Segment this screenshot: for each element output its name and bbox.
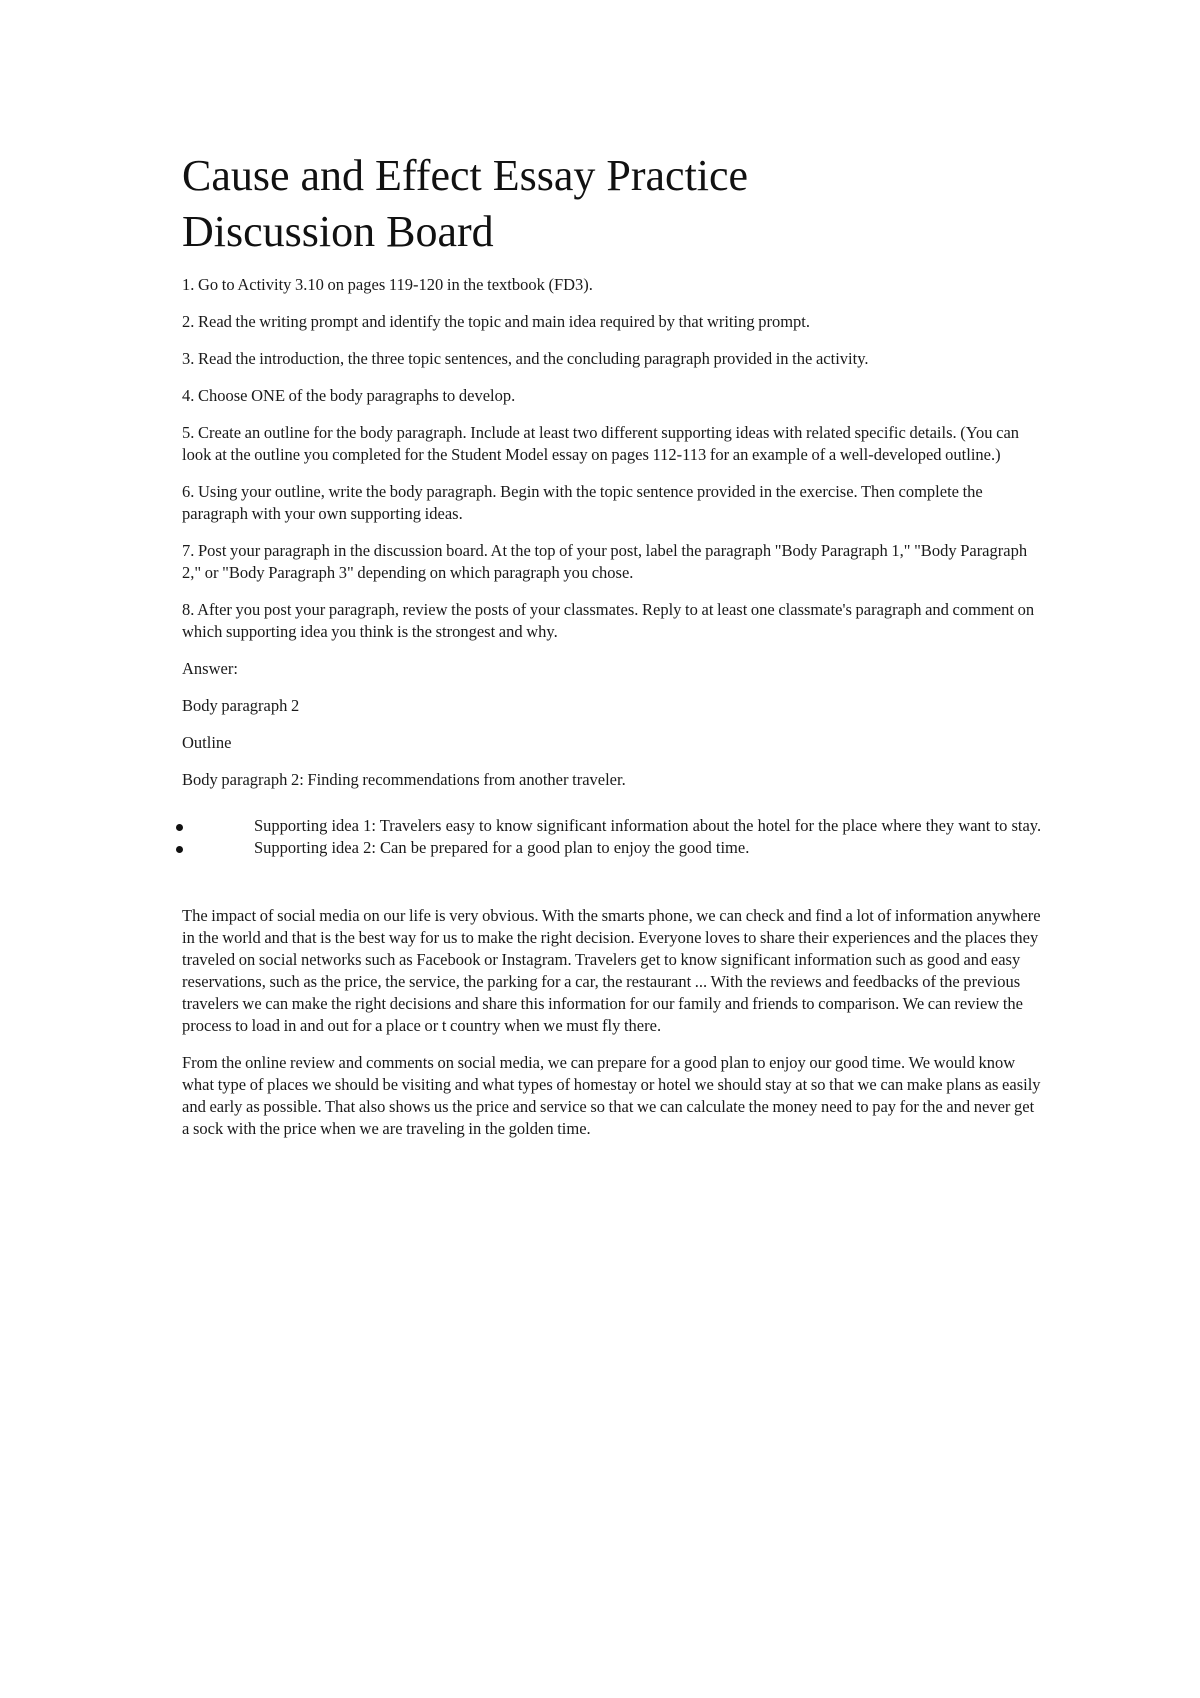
instruction-item: 4. Choose ONE of the body paragraphs to develop. [182,386,516,405]
essay-paragraph: From the online review and comments on social media, we can prepare for a good plan to enjoy our good time. We would know what type of places we should be visiting and what types of homestay or hotel we should stay at so that we can make plans as easily and early as possible. That also shows us the price and service so that we can calculate the money need to pay for the and never get a sock with the price when we are traveling in the golden time. [182,1053,1041,1138]
list-item [182,815,1042,837]
instruction-item: 7. Post your paragraph in the discussion board. At the top of your post, label the paragraph "Body Paragraph 1," "Body Paragraph 2," or "Body Paragraph 3" depending on which paragraph you chose. [182,541,1028,582]
bullet-icon [176,824,183,831]
supporting-idea-text: Supporting idea 2: Can be prepared for a good plan to enjoy the good time. [254,838,750,857]
supporting-ideas-list [182,815,1042,859]
outline-topic: Body paragraph 2: Finding recommendations from another traveler. [182,770,626,789]
essay-paragraph: The impact of social media on our life is very obvious. With the smarts phone, we can check and find a lot of information anywhere in the world and that is the best way for us to make the right decision. Everyone loves to share their experiences and the places they traveled on social networks such as Facebook or Instagram. Travelers get to know significant information such as good and easy reservations, such as the price, the service, the parking for a car, the restaurant ... With the reviews and feedbacks of the previous travelers we can make the right decisions and share this information for our family and friends to comparison. We can review the process to load in and out for a place or t country when we must fly there. [182,906,1041,1035]
body-choice: Body paragraph 2 [182,696,300,715]
instruction-item: 5. Create an outline for the body paragraph. Include at least two different supporting ideas with related specific details. (You can look at the outline you completed for the Student Model essay on pages 112-113 for an example of a well-developed outline.) [182,423,1020,464]
title-line-2: Discussion Board [182,207,494,256]
instructions-list [182,274,1042,643]
outline-label: Outline [182,733,232,752]
document-page [182,148,1042,1155]
bullet-icon [176,846,183,853]
list-item [182,837,1042,859]
document-title [182,148,1042,260]
title-line-1: Cause and Effect Essay Practice [182,151,749,200]
supporting-idea-text: Supporting idea 1: Travelers easy to know significant information about the hotel for the place where they want to stay. [254,816,1042,835]
instruction-item: 6. Using your outline, write the body paragraph. Begin with the topic sentence provided in the exercise. Then complete the paragraph with your own supporting ideas. [182,482,983,523]
instruction-item: 1. Go to Activity 3.10 on pages 119-120 in the textbook (FD3). [182,275,593,294]
instruction-item: 8. After you post your paragraph, review the posts of your classmates. Reply to at least one classmate's paragraph and comment on which supporting idea you think is the strongest and why. [182,600,1035,641]
instruction-item: 3. Read the introduction, the three topic sentences, and the concluding paragraph provided in the activity. [182,349,869,368]
instruction-item: 2. Read the writing prompt and identify the topic and main idea required by that writing prompt. [182,312,811,331]
essay-body [182,905,1042,1140]
answer-label: Answer: [182,659,238,678]
